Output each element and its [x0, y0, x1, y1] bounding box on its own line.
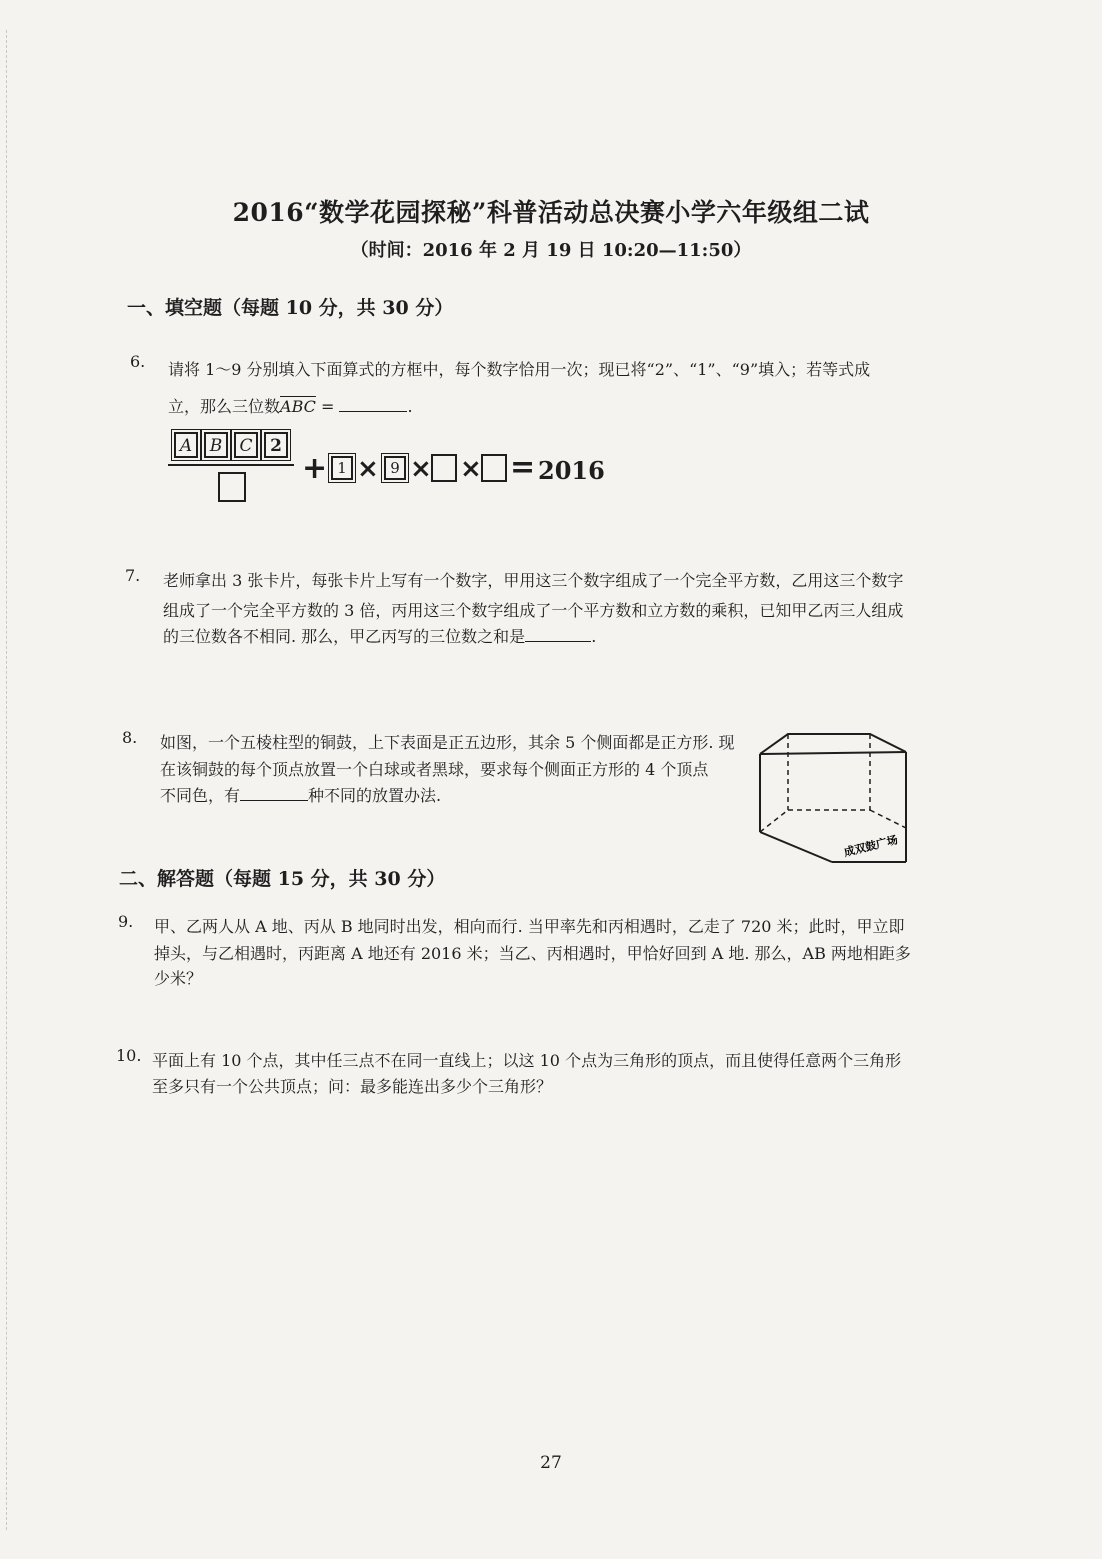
times-sign: ×	[357, 454, 379, 484]
question-text: 请将 1～9 分别填入下面算式的方框中，每个数字恰用一次；现已将“2”、“1”、“9”填入；若等式成	[168, 360, 871, 379]
section-heading-solve: 二、解答题（每题 15 分，共 30 分）	[119, 868, 446, 890]
question-number: 8.	[122, 728, 138, 747]
prism-top-edge	[760, 734, 906, 754]
question-text-part: 的三位数各不相同. 那么，甲乙丙写的三位数之和是	[163, 627, 526, 646]
period: .	[407, 397, 413, 416]
question-text: 组成了一个完全平方数的 3 倍，丙用这三个数字组成了一个平方数和立方数的乘积，已知甲乙丙三人组成	[163, 601, 904, 620]
digit-box-1: 1	[331, 456, 353, 480]
prism-top-front-edge	[760, 752, 906, 754]
digit-box-9: 9	[384, 456, 406, 480]
exam-title: 2016“数学花园探秘”科普活动总决赛小学六年级组二试	[232, 198, 870, 227]
prism-drawing	[752, 728, 924, 868]
times-sign: ×	[410, 454, 432, 484]
pentagonal-prism-figure	[752, 728, 924, 872]
question-text	[168, 394, 413, 417]
empty-box-denominator[interactable]	[218, 472, 246, 502]
question-text: 至多只有一个公共顶点；问：最多能连出多少个三角形？	[152, 1077, 553, 1096]
period: .	[591, 627, 597, 646]
equals-sign: =	[510, 450, 536, 485]
question-number: 9.	[118, 912, 134, 931]
prism-hidden-edge	[870, 810, 906, 828]
digit-box-c: C	[234, 432, 258, 458]
question-text-part: 种不同的放置办法.	[308, 786, 442, 805]
answer-blank[interactable]	[240, 786, 308, 801]
question-number: 10.	[116, 1046, 142, 1065]
question-text	[163, 624, 596, 647]
question-text: 平面上有 10 个点，其中任三点不在同一直线上；以这 10 个点为三角形的顶点，而且使得任意两个三角形	[152, 1051, 902, 1070]
question-text-part: 不同色，有	[160, 786, 241, 805]
empty-box[interactable]	[431, 454, 457, 482]
question-number: 7.	[125, 566, 141, 585]
question-text: 老师拿出 3 张卡片，每张卡片上写有一个数字，甲用这三个数字组成了一个完全平方数，乙用这三个数字	[163, 571, 904, 590]
abc-overline: $\overline{ABC}$	[280, 397, 316, 416]
equation-figure	[168, 428, 628, 508]
question-number: 6.	[130, 352, 146, 371]
answer-blank[interactable]	[525, 627, 591, 642]
page-number: 27	[540, 1453, 562, 1473]
question-text: 甲、乙两人从 A 地、丙从 B 地同时出发，相向而行. 当甲率先和丙相遇时，乙走了 720 米；此时，甲立即	[154, 917, 905, 936]
question-text: 掉头，与乙相遇时，丙距离 A 地还有 2016 米；当乙、丙相遇时，甲恰好回到 A 地. 那么，AB 两地相距多	[154, 944, 911, 963]
question-text-part: 立，那么三位数	[168, 397, 281, 416]
prism-bottom-edge	[760, 832, 832, 862]
plus-sign: +	[302, 451, 328, 486]
section-heading-fill-in: 一、填空题（每题 10 分，共 30 分）	[127, 297, 454, 319]
prism-hidden-edge	[760, 810, 788, 832]
equation-result: 2016	[538, 456, 605, 485]
question-text: 少米？	[154, 969, 203, 988]
equals-sign: =	[320, 397, 335, 416]
question-text	[160, 783, 441, 806]
prism-label: 成双鼓广场	[842, 833, 900, 860]
digit-box-a: A	[174, 432, 198, 458]
empty-box[interactable]	[481, 454, 507, 482]
question-text: 在该铜鼓的每个顶点放置一个白球或者黑球，要求每个侧面正方形的 4 个顶点	[160, 760, 709, 779]
fraction-bar	[168, 464, 294, 466]
digit-box-b: B	[204, 432, 228, 458]
answer-blank[interactable]	[339, 397, 407, 412]
digit-box-2: 2	[264, 432, 288, 458]
times-sign: ×	[460, 454, 482, 484]
question-text: 如图，一个五棱柱型的铜鼓，上下表面是正五边形，其余 5 个侧面都是正方形. 现	[160, 733, 735, 752]
exam-time: （时间：2016 年 2 月 19 日 10:20—11:50）	[350, 240, 752, 261]
